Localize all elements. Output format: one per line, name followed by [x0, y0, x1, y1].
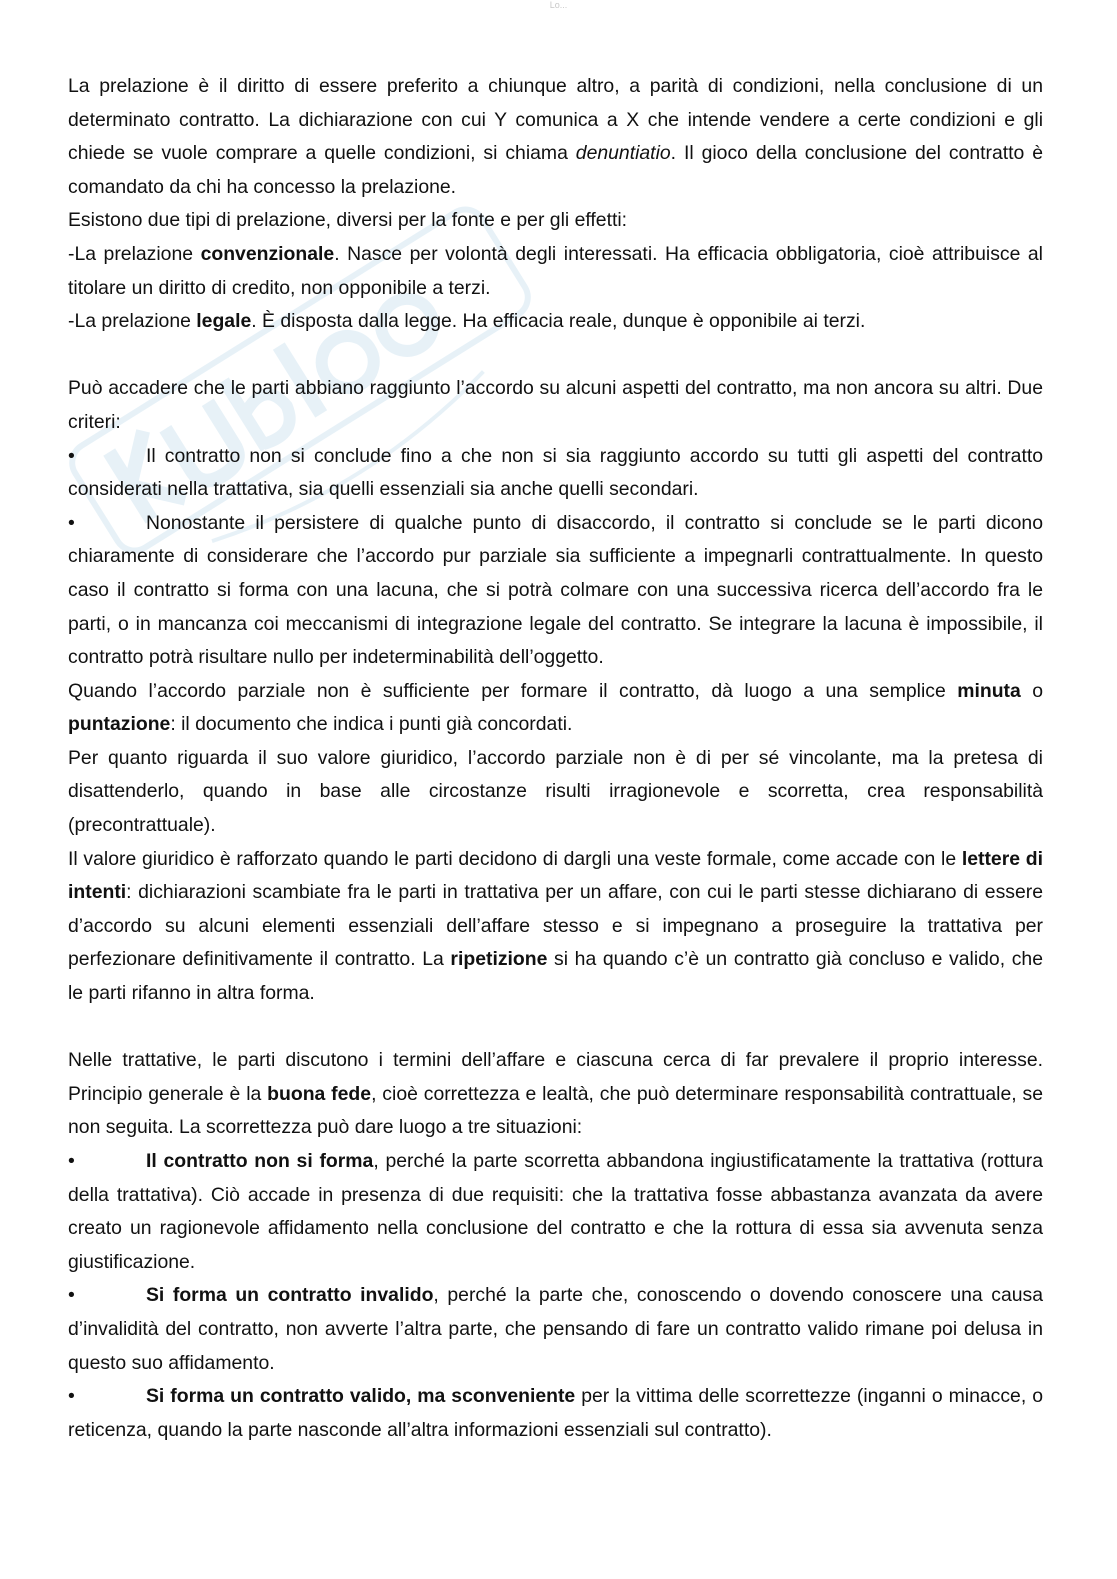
bold-term: buona fede — [267, 1082, 372, 1105]
bold-term: minuta — [957, 679, 1021, 702]
list-item: • Il contratto non si forma, perché la parte scorretta abbandona ingiustificatamente la trattativa (rottura della trattativa). Ciò accade in presenza di due requisiti: che la trattativa fosse abbastanza avanzata da avere creato un ragionevole affidamento nella conclusione del contratto e che la rottura di essa sia avvenuta senza giustificazione. — [68, 1145, 1043, 1279]
paragraph: -La prelazione convenzionale. Nasce per volontà degli interessati. Ha efficacia obbligatoria, cioè attribuisce al titolare un diritto di credito, non opponibile a terzi. — [68, 242, 1043, 299]
paragraph: Nelle trattative, le parti discutono i termini dell’affare e ciascuna cerca di far prevalere il proprio interesse. Principio generale è la buona fede, cioè correttezza e lealtà, che può determinare responsabilità contrattuale, se non seguita. La scorrettezza può dare luogo a tre situazioni: — [68, 1049, 1043, 1139]
list-item: • Si forma un contratto valido, ma sconveniente per la vittima delle scorrettezze (inganni o minacce, o reticenza, quando la parte nasconde all’altra informazioni essenziali sul contratto). — [68, 1380, 1043, 1447]
bullet-icon: • — [68, 1385, 75, 1408]
bold-term: Si forma un contratto invalido — [146, 1284, 434, 1307]
bullet-icon: • — [68, 511, 75, 534]
paragraph: Esistono due tipi di prelazione, diversi per la fonte e per gli effetti: — [68, 209, 628, 232]
paragraph: Il valore giuridico è rafforzato quando le parti decidono di dargli una veste formale, come accade con le lettere di intenti: dichiarazioni scambiate fra le parti in trattativa per un affare, con cui le parti stesse dichiarano di essere d’accordo su alcuni elementi essenziali dell’affare stesso e si impegnano a proseguire la trattativa per perfezionare definitivamente il contratto. La ripetizione si ha quando c’è un contratto già concluso e valido, che le parti rifanno in altra forma. — [68, 847, 1043, 1005]
italic-term: denuntiatio — [575, 142, 671, 165]
paragraph: Quando l’accordo parziale non è sufficiente per formare il contratto, dà luogo a una semplice minuta o puntazione: il documento che indica i punti già concordati. — [68, 679, 1044, 736]
list-item: • Si forma un contratto invalido, perché la parte che, conoscendo o dovendo conoscere una causa d’invalidità del contratto, non avverte l’altra parte, che pensando di fare un contratto valido rimane poi delusa in questo suo affidamento. — [68, 1279, 1043, 1380]
bold-term: puntazione — [68, 713, 171, 736]
bold-term: Il contratto non si forma — [146, 1150, 374, 1172]
bold-term: Si forma un contratto valido, ma sconveniente — [146, 1385, 576, 1408]
page-header: Lo... — [549, 0, 568, 10]
bold-term: convenzionale — [200, 242, 335, 265]
bullet-icon: • — [68, 1284, 75, 1307]
bullet-icon: • — [68, 444, 75, 467]
paragraph: -La prelazione legale. È disposta dalla legge. Ha efficacia reale, dunque è opponibile ai terzi. — [68, 310, 866, 333]
bold-term: legale — [196, 310, 252, 333]
list-item: • Il contratto non si conclude fino a che non si sia raggiunto accordo su tutti gli aspetti del contratto considerati nella trattativa, sia quelli essenziali sia anche quelli secondari. — [68, 440, 1043, 507]
document-body — [68, 70, 1043, 1447]
bullet-icon: • — [68, 1150, 75, 1172]
paragraph: La prelazione è il diritto di essere preferito a chiunque altro, a parità di condizioni, nella conclusione di un determinato contratto. La dichiarazione con cui Y comunica a X che intende vendere a certe condizioni e gli chiede se vuole comprare a quelle condizioni, si chiama denuntiatio. Il gioco della conclusione del contratto è comandato da chi ha concesso la prelazione. — [68, 75, 1043, 198]
bold-term: lettere di intenti — [68, 847, 1043, 904]
paragraph: Può accadere che le parti abbiano raggiunto l’accordo su alcuni aspetti del contratto, ma non ancora su altri. Due criteri: — [68, 377, 1043, 433]
list-item: • Nonostante il persistere di qualche punto di disaccordo, il contratto si conclude se le parti dicono chiaramente di considerare che l’accordo pur parziale sia sufficiente a impegnarli contrattualmente. In questo caso il contratto si forma con una lacuna, che si potrà colmare con una successiva ricerca dell’accordo fra le parti, o in mancanza coi meccanismi di integrazione legale del contratto. Se integrare la lacuna è impossibile, il contratto potrà risultare nullo per indeterminabilità dell’oggetto. — [68, 507, 1043, 675]
paragraph: Per quanto riguarda il suo valore giuridico, l’accordo parziale non è di per sé vincolante, ma la pretesa di disattenderlo, quando in base alle circostanze risulti irragionevole e scorretta, crea responsabilità (precontrattuale). — [68, 746, 1043, 837]
bold-term: ripetizione — [450, 948, 548, 971]
